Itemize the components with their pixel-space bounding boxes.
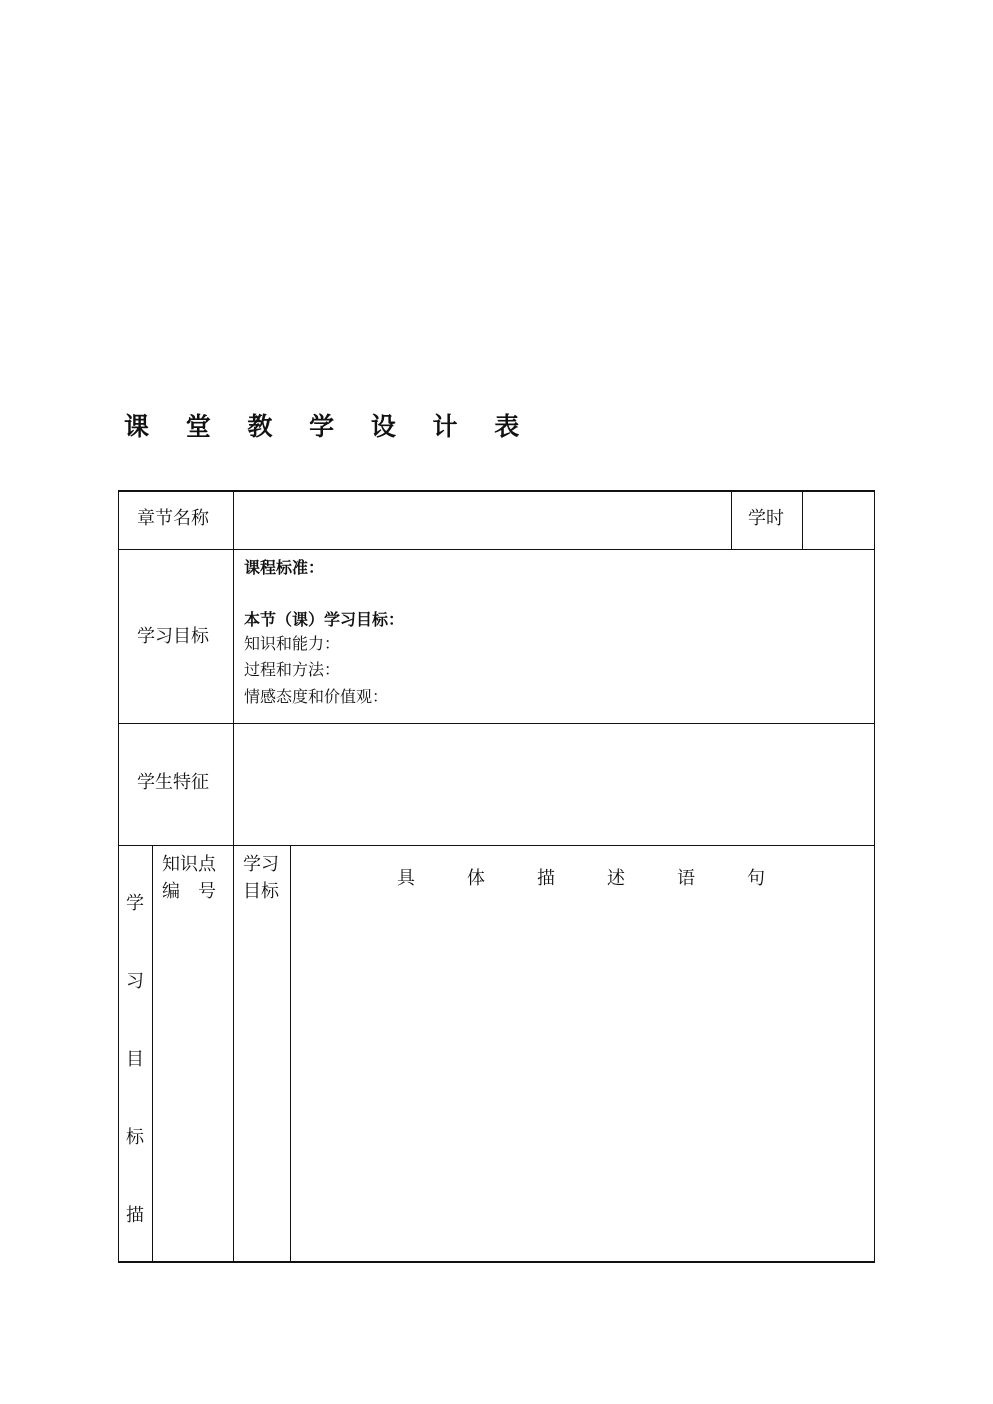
knowledge-point-header: 知识点	[162, 854, 216, 875]
description-header-char: 语	[677, 868, 695, 889]
description-header-char: 述	[607, 868, 625, 889]
hours-value-divider	[802, 491, 803, 549]
knowledge-ability-label: 知识和能力：	[244, 634, 341, 653]
hours-label: 学时	[748, 508, 784, 529]
description-header-char: 句	[747, 868, 765, 889]
knowledge-point-divider	[233, 846, 234, 1262]
student-characteristics-label: 学生特征	[137, 772, 209, 793]
label-column-divider	[233, 491, 234, 846]
hours-label-divider	[731, 491, 732, 549]
vertical-label-char: 描	[126, 1205, 144, 1226]
knowledge-point-number-header: 编 号	[162, 881, 216, 902]
objective-column-divider	[290, 846, 291, 1262]
chapter-name-label: 章节名称	[137, 508, 209, 529]
description-header-char: 描	[537, 868, 555, 889]
vertical-label-char: 学	[126, 893, 144, 914]
page-title: 课 堂 教 学 设 计 表	[124, 412, 534, 441]
curriculum-standard-label: 课程标准：	[244, 558, 325, 577]
lesson-objectives-label: 本节（课）学习目标：	[244, 610, 405, 629]
vertical-label-char: 目	[126, 1049, 144, 1070]
emotion-values-label: 情感态度和价值观：	[244, 687, 389, 706]
description-header-char: 体	[467, 868, 485, 889]
objective-header: 学习	[243, 854, 279, 875]
vertical-label-char: 习	[126, 971, 144, 992]
description-header-char: 具	[397, 868, 415, 889]
vertical-label-char: 标	[126, 1127, 144, 1148]
objective-header-line2: 目标	[243, 881, 279, 902]
process-method-label: 过程和方法：	[244, 660, 341, 679]
learning-objectives-label: 学习目标	[137, 626, 209, 647]
vertical-label-divider	[152, 846, 153, 1262]
